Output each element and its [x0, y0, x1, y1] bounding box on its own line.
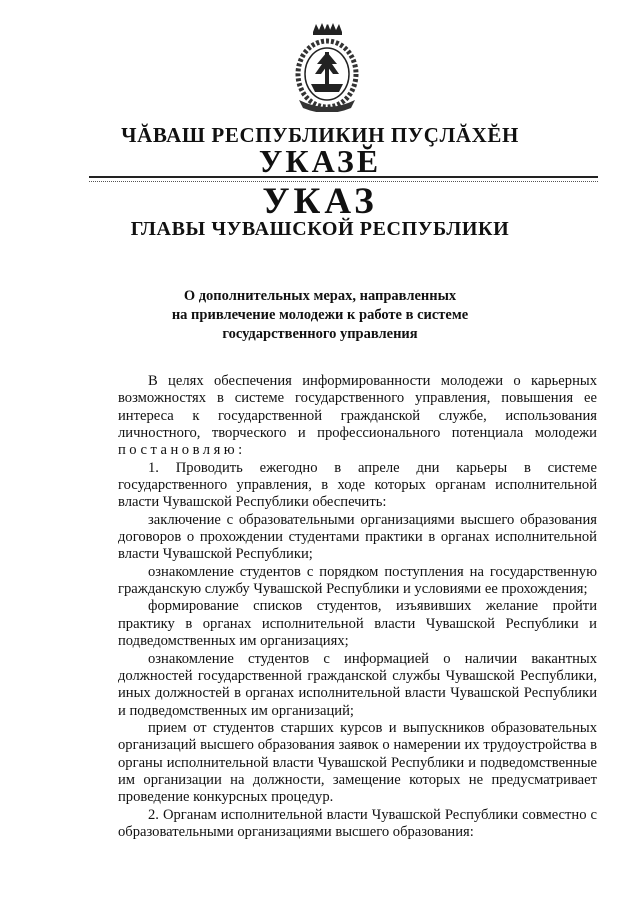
header-divider-solid — [89, 176, 598, 178]
body-paragraph-item-1: 1. Проводить ежегодно в апреле дни карьеры в системе государственного управления, в ходе которых органам исполнительной власти Чувашской Республики обеспечить: — [118, 459, 597, 511]
chuvash-header-line-1: ЧĂВАШ РЕСПУБЛИКИН ПУҪЛĂХĔН — [121, 123, 519, 147]
chuvash-header-line-2: УКАЗĔ — [258, 143, 382, 179]
body-paragraph-vacancies: ознакомление студентов с информацией о наличии вакантных должностей государственной гражданской службы Чувашской Республики, иных должностей в органах исполнительной власти Чувашской Республики и подведомственных им организаций; — [118, 650, 597, 719]
decree-title-line-1: О дополнительных мерах, направленных — [183, 288, 457, 304]
body-paragraph-familiarization: ознакомление студентов с порядком поступления на государственную гражданскую службу Чувашской Республики и условиями ее прохождения; — [118, 563, 597, 598]
body-paragraph-preamble — [118, 373, 597, 460]
chuvash-coat-of-arms-emblem — [291, 22, 363, 112]
decree-title — [0, 287, 640, 344]
crown-icon — [313, 23, 342, 35]
russian-header-line-1: УКАЗ — [262, 181, 378, 222]
decree-word: постановляю: — [118, 442, 246, 459]
decree-body — [118, 373, 597, 841]
body-paragraph-agreements: заключение с образовательными организациями высшего образования договоров о прохождении студентами практики в органах исполнительной власти Чувашской Республики; — [118, 511, 597, 563]
preamble-text: В целях обеспечения информированности молодежи о карьерных возможностях в системе государственного управления, повышения ее интереса к государственной гражданской службе, использования личностного, творческого и профессионального потенциала молодежи — [118, 373, 597, 442]
body-paragraph-student-lists: формирование списков студентов, изъявивших желание пройти практику в органах исполнительной власти Чувашской Республики и подведомственных им организациях; — [118, 598, 597, 650]
decree-title-line-3: государственного управления — [222, 326, 418, 342]
body-paragraph-item-2: 2. Органам исполнительной власти Чувашской Республики совместно с образовательными организациями высшего образования: — [118, 806, 597, 840]
russian-header-line-2: ГЛАВЫ ЧУВАШСКОЙ РЕСПУБЛИКИ — [130, 218, 510, 240]
decree-title-line-2: на привлечение молодежи к работе в системе — [171, 307, 469, 323]
body-paragraph-applications: прием от студентов старших курсов и выпускников образовательных организаций высшего образования заявок о намерении их трудоустройства в органы исполнительной власти Чувашской Республики и подведомственные им организации на должности, замещение которых не предусматривает проведение конкурсных процедур. — [118, 719, 597, 806]
